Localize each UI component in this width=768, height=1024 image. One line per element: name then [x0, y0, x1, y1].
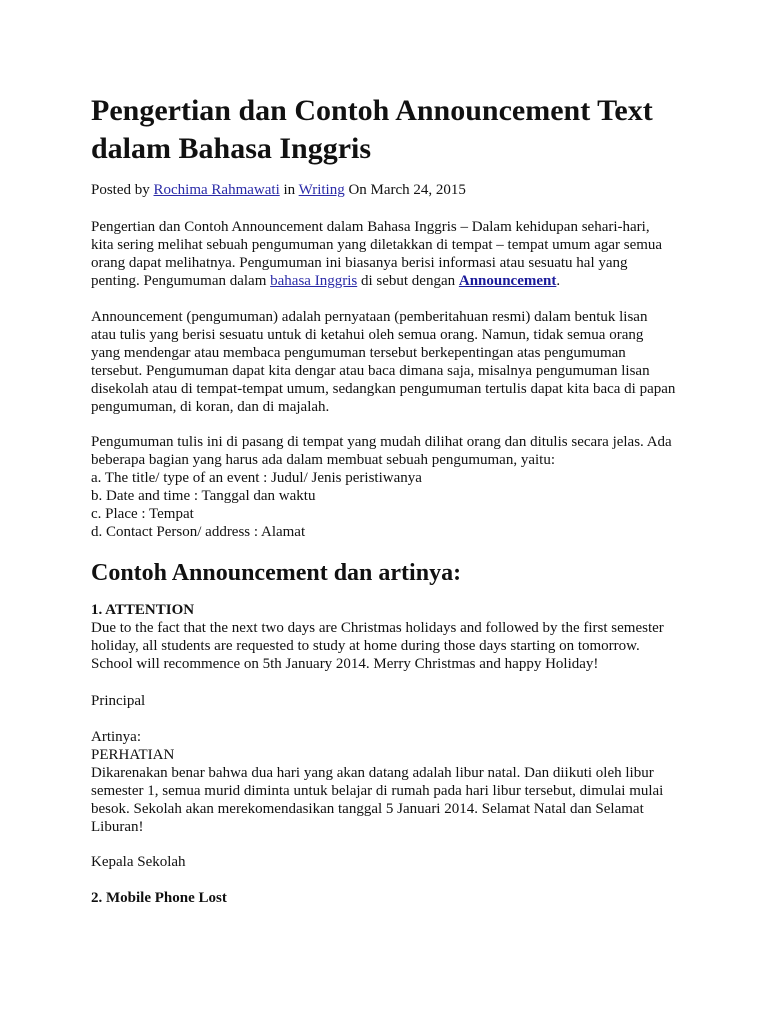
definition-paragraph — [91, 308, 675, 416]
post-date: On March 24, 2015 — [348, 182, 466, 198]
announcement-link[interactable]: Announcement — [458, 273, 557, 289]
text-line: beberapa bagian yang harus ada dalam membuat sebuah pengumuman, yaitu: — [91, 452, 556, 468]
text: di sebut dengan — [357, 273, 459, 289]
text-line: Liburan! — [91, 819, 144, 835]
intro-paragraph — [91, 218, 662, 290]
text-line: atau tulis yang berisi sesuatu untuk di ketahui oleh semua orang. Namun, tidak semua orang — [91, 327, 644, 343]
text: penting. Pengumuman dalam — [91, 273, 271, 289]
text-line: Pengertian dan Contoh Announcement dalam Bahasa Inggris – Dalam kehidupan sehari-hari, — [91, 219, 650, 235]
list-item: b. Date and time : Tanggal dan waktu — [91, 488, 316, 504]
translation — [91, 728, 663, 836]
section-heading: Contoh Announcement dan artinya: — [91, 560, 462, 586]
in-label: in — [283, 182, 296, 198]
example-2-heading: 2. Mobile Phone Lost — [91, 890, 227, 906]
list-item: c. Place : Tempat — [91, 506, 194, 522]
translation-label: Artinya: — [91, 729, 141, 745]
article-title — [91, 92, 653, 168]
text-line: pengumuman, di koran, dan di majalah. — [91, 399, 330, 415]
title-line: Pengertian dan Contoh Announcement Text — [91, 94, 653, 127]
title-line: dalam Bahasa Inggris — [91, 132, 372, 165]
text-line: tersebut. Pengumuman dapat kita dengar atau baca dimana saja, misalnya pengumuman lisan — [91, 363, 650, 379]
signature: Principal — [91, 693, 146, 709]
bahasa-inggris-link[interactable]: bahasa Inggris — [270, 273, 358, 289]
text-line: kita sering melihat sebuah pengumuman yang diletakkan di tempat – tempat umum agar semua — [91, 237, 663, 253]
list-item: a. The title/ type of an event : Judul/ Jenis peristiwanya — [91, 470, 422, 486]
posted-by-label: Posted by — [91, 182, 150, 198]
text-line: Due to the fact that the next two days are Christmas holidays and followed by the first semester — [91, 620, 664, 636]
text-line: orang dapat melihatnya. Pengumuman ini biasanya berisi informasi atau sesuatu hal yang — [91, 255, 628, 271]
text-line — [91, 272, 662, 290]
author-link[interactable]: Rochima Rahmawati — [153, 182, 280, 198]
example-heading: 1. ATTENTION — [91, 602, 195, 618]
text-line: semester 1, semua murid diminta untuk belajar di rumah pada hari libur tersebut, dimulai mulai — [91, 783, 664, 799]
text-line: PERHATIAN — [91, 747, 175, 763]
text-line: holiday, all students are requested to study at home during those days starting on tomorrow. — [91, 638, 640, 654]
text: . — [556, 273, 561, 289]
text-line: Dikarenakan benar bahwa dua hari yang akan datang adalah libur natal. Dan diikuti oleh libur — [91, 765, 654, 781]
translation-signature: Kepala Sekolah — [91, 854, 186, 870]
text-line: besok. Sekolah akan merekomendasikan tanggal 5 Januari 2014. Selamat Natal dan Selamat — [91, 801, 644, 817]
text-line: School will recommence on 5th January 2014. Merry Christmas and happy Holiday! — [91, 656, 599, 672]
text-line: disekolah atau di tempat-tempat umum, sedangkan pengumuman tertulis dapat kita baca di papan — [91, 381, 676, 397]
post-meta — [91, 181, 466, 199]
text-line: Announcement (pengumuman) adalah pernyataan (pemberitahuan resmi) dalam bentuk lisan — [91, 309, 648, 325]
category-link[interactable]: Writing — [298, 182, 345, 198]
list-item: d. Contact Person/ address : Alamat — [91, 524, 306, 540]
text-line: Pengumuman tulis ini di pasang di tempat yang mudah dilihat orang dan ditulis secara jelas. Ada — [91, 434, 672, 450]
text-line: yang mendengar atau membaca pengumuman tersebut berkepentingan atas pengumuman — [91, 345, 626, 361]
example-1 — [91, 601, 664, 673]
parts-paragraph — [91, 433, 672, 541]
